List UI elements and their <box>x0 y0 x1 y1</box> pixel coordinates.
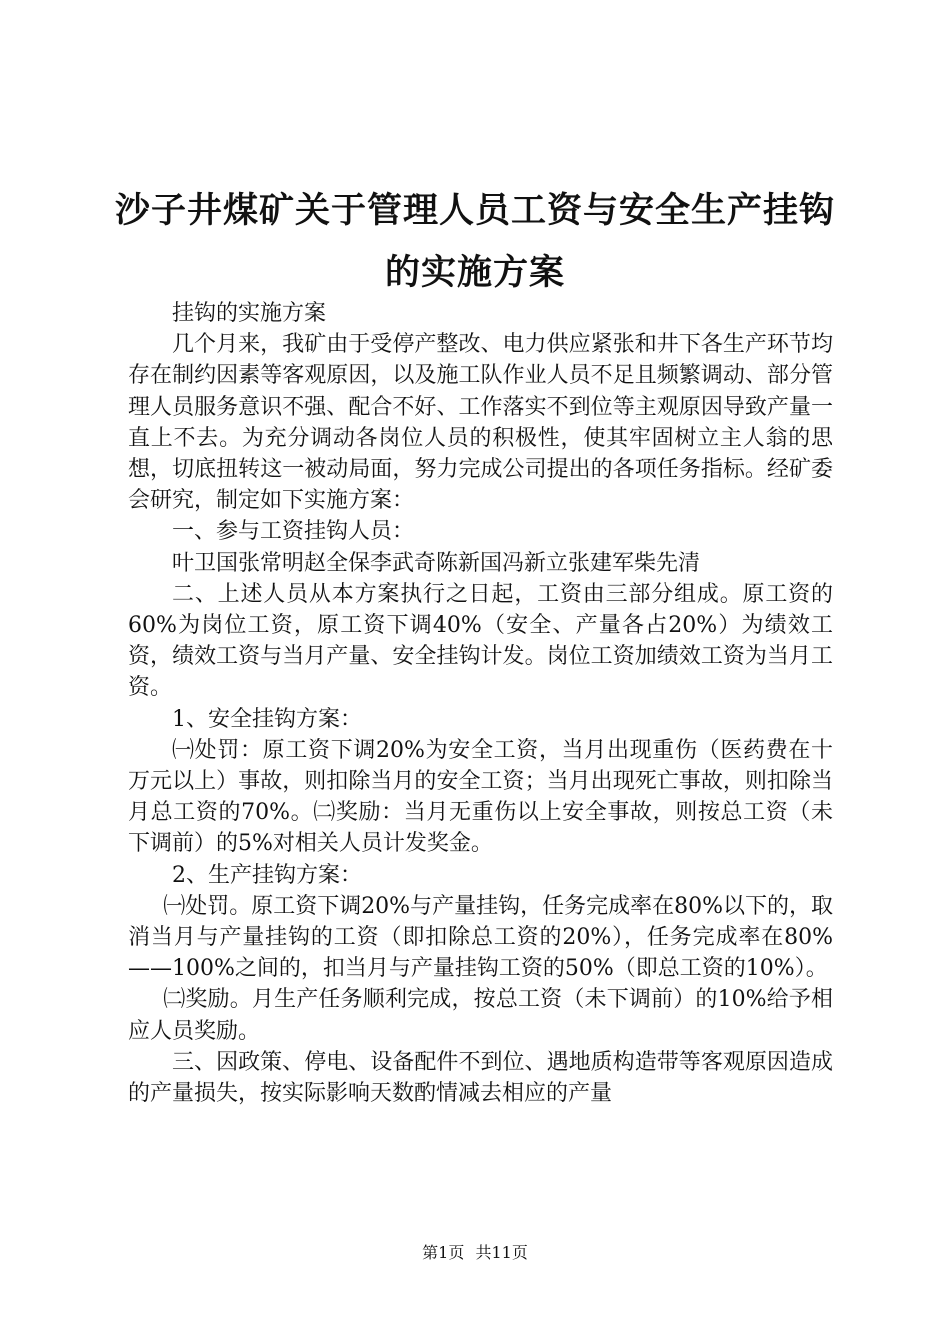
paragraph-subtitle: 挂钩的实施方案 <box>172 301 327 326</box>
page-footer <box>0 1240 950 1263</box>
document-title-line-1: 沙子井煤矿关于管理人员工资与安全生产挂钩 <box>114 191 835 231</box>
paragraph-production-heading: 2、生产挂钩方案： <box>172 862 362 888</box>
document-title-line-2: 的实施方案 <box>384 253 565 293</box>
paragraph-intro: 几个月来，我矿由于受停产整改、电力供应紧张和井下各生产环节均存在制约因素等客观原因，以及施工队作业人员不足且频繁调动、部分管理人员服务意识不强、配合不好、工作落实不到位等主观原因导致产量一直上不去。为充分调动各岗位人员的积极性，使其牢固树立主人翁的思想，切底扭转这一被动局面，努力完成公司提出的各项任务指标。经矿委会研究，制定如下实施方案： <box>128 332 833 514</box>
paragraph-production-reward: ㈡奖励。月生产任务顺利完成，按总工资（未下调前）的10%给予相应人员奖励。 <box>128 987 833 1044</box>
page-total: 共11页 <box>475 1243 528 1262</box>
paragraph-section-2: 二、上述人员从本方案执行之日起，工资由三部分组成。原工资的60%为岗位工资，原工资下调40%（安全、产量各占20%）为绩效工资，绩效工资与当月产量、安全挂钩计发。岗位工资加绩效工资为当月工资。 <box>128 581 833 701</box>
paragraph-safety-plan: ㈠处罚：原工资下调20%为安全工资，当月出现重伤（医药费在十万元以上）事故，则扣除当月的安全工资；当月出现死亡事故，则扣除当月总工资的70%。㈡奖励：当月无重伤以上安全事故，则按总工资（未下调前）的5%对相关人员计发奖金。 <box>128 737 833 857</box>
paragraph-section-1-heading: 一、参与工资挂钩人员： <box>172 519 415 545</box>
page-number: 第1页 <box>422 1243 465 1262</box>
paragraph-personnel-list: 叶卫国张常明赵全保李武奇陈新国冯新立张建军柴先清 <box>172 550 701 576</box>
paragraph-safety-heading: 1、安全挂钩方案： <box>172 706 362 732</box>
paragraph-section-3: 三、因政策、停电、设备配件不到位、遇地质构造带等客观原因造成的产量损失，按实际影响天数酌情减去相应的产量 <box>128 1049 833 1107</box>
paragraph-production-penalty: ㈠处罚。原工资下调20%与产量挂钩，任务完成率在80%以下的，取消当月与产量挂钩的工资（即扣除总工资的20%），任务完成率在80%——100%之间的，扣当月与产量挂钩工资的50%（即总工资的10%）。 <box>128 893 833 982</box>
document-body <box>128 298 833 1109</box>
